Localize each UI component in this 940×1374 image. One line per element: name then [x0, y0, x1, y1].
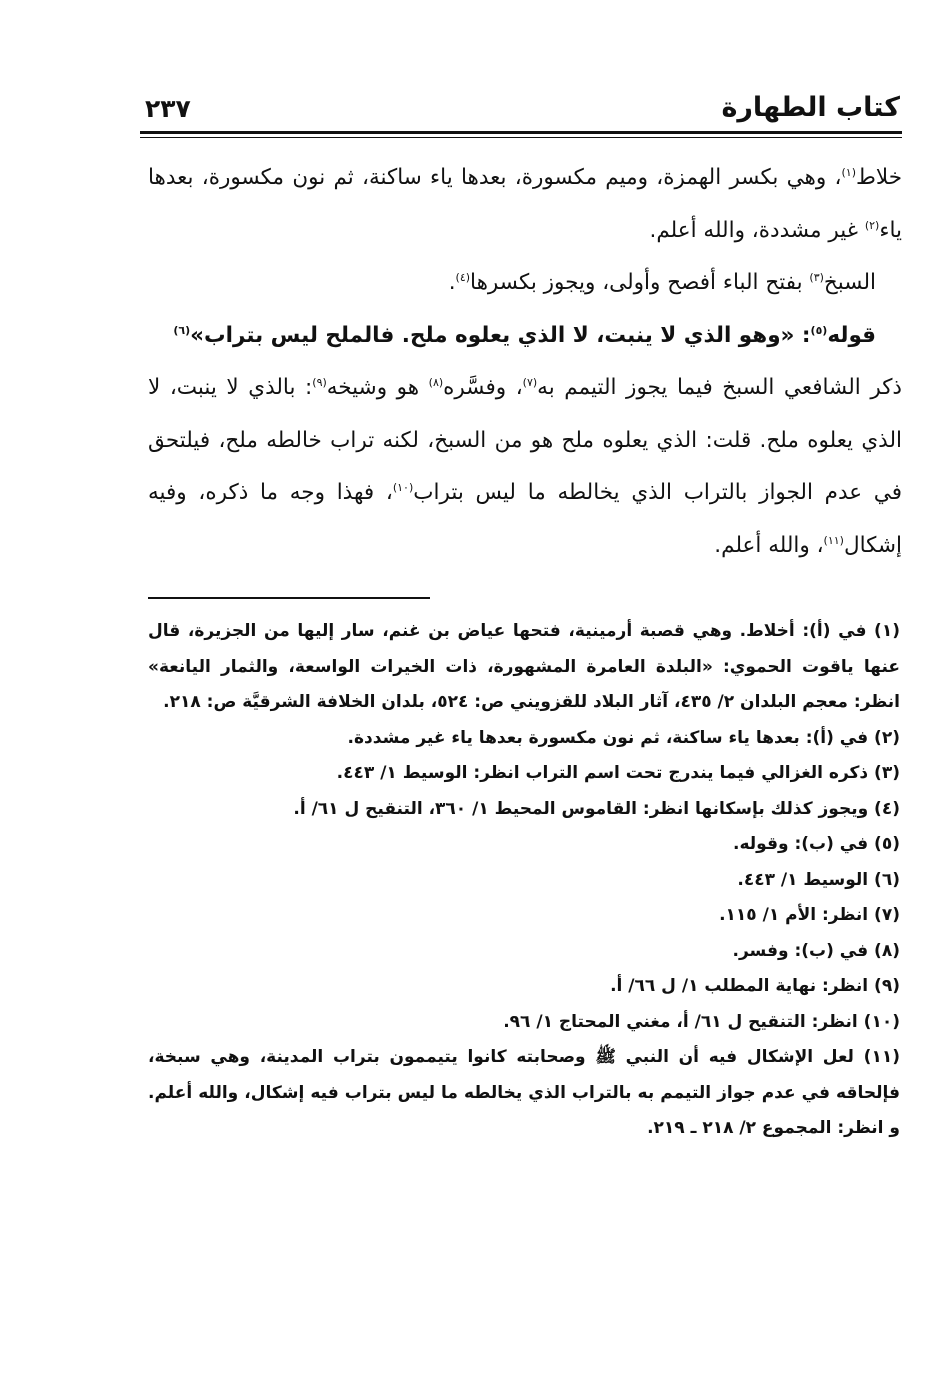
paragraph-3-quote [148, 310, 902, 363]
text-span: ، وهي بكسر الهمزة، وميم مكسورة، بعدها ياء ساكنة، ثم نون مكسورة، بعدها ياء [148, 165, 902, 243]
text-span: السبخ [823, 270, 876, 295]
text-span: . [448, 270, 456, 295]
paragraph-2 [148, 257, 902, 310]
page-number: ٢٣٧ [145, 94, 191, 123]
footnote-ref: (٤) [455, 270, 471, 284]
footnote-7: (٧) انظر: الأم ١/ ١١٥. [719, 905, 900, 925]
text-span: خلاط [855, 165, 902, 190]
footnote-ref: (١٠) [392, 480, 414, 494]
text-span: : بالذي لا ينبت، لا الذي يعلوه ملح. قلت: الذي يعلوه ملح هو من السبخ، لكنه تراب خالطه ملح، فيلتحق في عدم الجواز بالتراب الذي يخالطه ما ليس بتراب [148, 375, 902, 505]
text-span: بفتح الباء أفصح وأولى، ويجوز بكسرها [470, 270, 810, 295]
footnote-3: (٣) ذكره الغزالي فيما يندرج تحت اسم التراب انظر: الوسيط ١/ ٤٤٣. [336, 763, 900, 783]
text-span: قوله [827, 322, 876, 348]
footnote-5: (٥) في (ب): وقوله. [733, 834, 900, 854]
footnote-ref: (١) [841, 165, 856, 179]
main-text [148, 152, 902, 572]
paragraph-4 [148, 362, 902, 572]
footnotes [148, 614, 900, 1147]
text-span: ذكر الشافعي السبخ فيما يجوز التيمم به [537, 375, 902, 400]
header-rule-thick [140, 131, 902, 134]
footnote-4: (٤) ويجوز كذلك بإسكانها انظر: القاموس المحيط ١/ ٣٦٠، التنقيح ل ٦١/ أ. [293, 798, 900, 819]
footnote-ref: (٦) [173, 323, 191, 337]
footnote-9: (٩) انظر: نهاية المطلب ١/ ل ٦٦/ أ. [610, 976, 900, 996]
footnote-2: (٢) في (أ): بعدها ياء ساكنة، ثم نون مكسورة بعدها ياء غير مشددة. [347, 727, 900, 748]
footnote-ref: (٩) [312, 375, 327, 389]
footnote-11: (١١) لعل الإشكال فيه أن النبي ﷺ وصحابته كانوا يتيممون بتراب المدينة، وهي سبخة، فإلحاقه في عدم جواز التيمم به بالتراب الذي يخالطه ما ليس بتراب فيه إشكال، والله أعلم. و انظر: المجموع ٢/ ٢١٨ ـ ٢١٩. [148, 1047, 900, 1138]
footnote-separator [148, 597, 430, 599]
chapter-title: كتاب الطهارة [721, 92, 900, 123]
footnote-8: (٨) في (ب): وفسر. [732, 940, 900, 961]
text-span: ، فهذا وجه ما ذكره، وفيه إشكال [148, 480, 902, 558]
text-span: : «وهو الذي لا ينبت، لا الذي يعلوه ملح. فالملح ليس بتراب» [190, 322, 811, 348]
footnote-ref: (٥) [810, 323, 828, 337]
text-span: هو وشيخه [326, 375, 429, 400]
header-rule-thin [140, 137, 902, 138]
footnote-1: (١) في (أ): أخلاط. وهي قصبة أرمينية، فتحها عياض بن غنم، سار إليها من الجزيرة، قال عنها ياقوت الحموي: «البلدة العامرة المشهورة، ذات الخيرات الواسعة، والثمار اليانعة» انظر: معجم البلدان ٢/ ٤٣٥، آثار البلاد للقزويني ص: ٥٢٤، بلدان الخلافة الشرقيَّة ص: ٢١٨. [148, 621, 900, 712]
text-span: ، وفسَّره [443, 375, 523, 400]
text-span: ، والله أعلم. [714, 532, 824, 558]
footnote-ref: (٢) [864, 218, 880, 232]
footnote-ref: (٣) [809, 270, 824, 284]
paragraph-1 [148, 152, 902, 257]
footnote-ref: (٨) [428, 375, 444, 389]
footnote-ref: (٧) [522, 375, 538, 389]
footnote-10: (١٠) انظر: التنقيح ل ٦١/ أ، مغني المحتاج ١/ ٩٦. [503, 1011, 900, 1032]
footnote-6: (٦) الوسيط ١/ ٤٤٣. [737, 869, 900, 890]
footnote-ref: (١١) [823, 533, 844, 547]
text-span: غير مشددة، والله أعلم. [649, 217, 865, 243]
